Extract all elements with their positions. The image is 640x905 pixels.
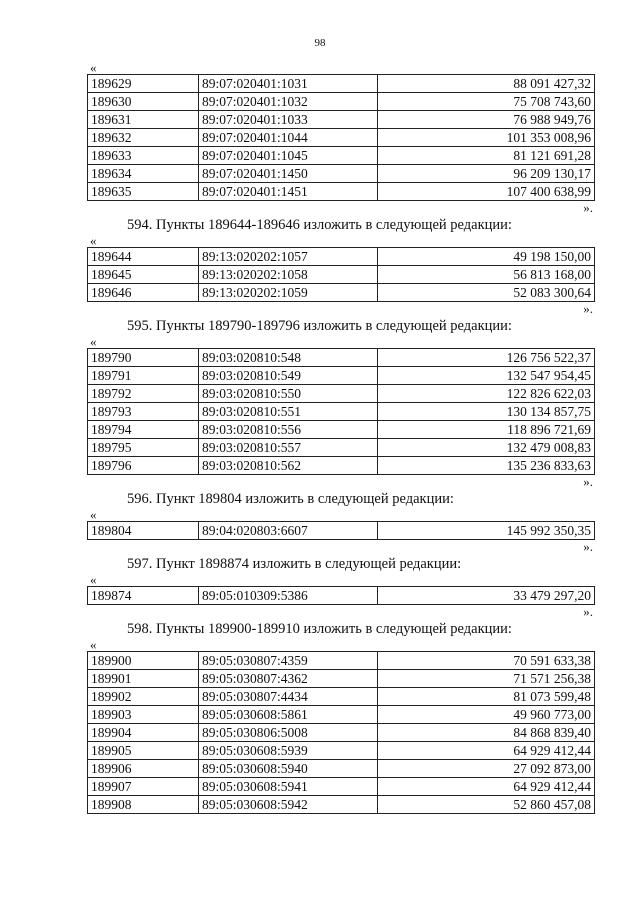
table-row: [88, 266, 595, 284]
amendment-section: [87, 489, 595, 553]
item-number-cell: 189630: [88, 93, 199, 111]
cadastral-table: [87, 247, 595, 302]
cadastral-number-cell: 89:05:030806:5008: [199, 724, 378, 742]
table-row: [88, 147, 595, 165]
value-cell: 70 591 633,38: [378, 652, 595, 670]
cadastral-number-cell: 89:07:020401:1044: [199, 129, 378, 147]
cadastral-number-cell: 89:03:020810:556: [199, 421, 378, 439]
value-cell: 132 547 954,45: [378, 367, 595, 385]
value-cell: 81 121 691,28: [378, 147, 595, 165]
value-cell: 64 929 412,44: [378, 778, 595, 796]
table-row: [88, 284, 595, 302]
item-number-cell: 189907: [88, 778, 199, 796]
cadastral-number-cell: 89:07:020401:1033: [199, 111, 378, 129]
page-number: 98: [314, 37, 326, 49]
item-number-cell: 189874: [88, 587, 199, 605]
cadastral-number-cell: 89:03:020810:550: [199, 385, 378, 403]
cadastral-table: [87, 348, 595, 475]
closing-quote: ».: [583, 200, 593, 215]
cadastral-number-cell: 89:07:020401:1032: [199, 93, 378, 111]
section-heading: 594. Пункты 189644-189646 изложить в следующей редакции:: [127, 217, 512, 233]
opening-quote: «: [90, 233, 97, 248]
item-number-cell: 189904: [88, 724, 199, 742]
item-number-cell: 189901: [88, 670, 199, 688]
amendment-section: [87, 215, 595, 315]
item-number-cell: 189903: [88, 706, 199, 724]
cadastral-number-cell: 89:13:020202:1058: [199, 266, 378, 284]
table-row: [88, 93, 595, 111]
table-row: [88, 457, 595, 475]
cadastral-number-cell: 89:13:020202:1059: [199, 284, 378, 302]
value-cell: 27 092 873,00: [378, 760, 595, 778]
closing-quote: ».: [583, 539, 593, 554]
cadastral-number-cell: 89:13:020202:1057: [199, 248, 378, 266]
table-row: [88, 724, 595, 742]
value-cell: 130 134 857,75: [378, 403, 595, 421]
cadastral-number-cell: 89:03:020810:557: [199, 439, 378, 457]
table-row: [88, 670, 595, 688]
table-row: [88, 129, 595, 147]
item-number-cell: 189646: [88, 284, 199, 302]
cadastral-number-cell: 89:05:030807:4362: [199, 670, 378, 688]
item-number-cell: 189629: [88, 75, 199, 93]
value-cell: 76 988 949,76: [378, 111, 595, 129]
value-cell: 71 571 256,38: [378, 670, 595, 688]
value-cell: 145 992 350,35: [378, 522, 595, 540]
value-cell: 96 209 130,17: [378, 165, 595, 183]
table-row: [88, 706, 595, 724]
cadastral-number-cell: 89:07:020401:1031: [199, 75, 378, 93]
table-row: [88, 439, 595, 457]
cadastral-table: [87, 521, 595, 540]
table-row: [88, 248, 595, 266]
section-heading: 598. Пункты 189900-189910 изложить в следующей редакции:: [127, 621, 512, 637]
item-number-cell: 189908: [88, 796, 199, 814]
item-number-cell: 189795: [88, 439, 199, 457]
table-row: [88, 688, 595, 706]
value-cell: 122 826 622,03: [378, 385, 595, 403]
value-cell: 107 400 638,99: [378, 183, 595, 201]
cadastral-number-cell: 89:03:020810:548: [199, 349, 378, 367]
item-number-cell: 189791: [88, 367, 199, 385]
cadastral-table: [87, 74, 595, 201]
table-row: [88, 367, 595, 385]
table-row: [88, 403, 595, 421]
item-number-cell: 189804: [88, 522, 199, 540]
cadastral-number-cell: 89:03:020810:562: [199, 457, 378, 475]
item-number-cell: 189644: [88, 248, 199, 266]
value-cell: 33 479 297,20: [378, 587, 595, 605]
value-cell: 75 708 743,60: [378, 93, 595, 111]
cadastral-number-cell: 89:05:030608:5942: [199, 796, 378, 814]
item-number-cell: 189906: [88, 760, 199, 778]
value-cell: 56 813 168,00: [378, 266, 595, 284]
cadastral-number-cell: 89:07:020401:1450: [199, 165, 378, 183]
item-number-cell: 189793: [88, 403, 199, 421]
table-row: [88, 111, 595, 129]
closing-quote: ».: [583, 474, 593, 489]
cadastral-number-cell: 89:05:030807:4434: [199, 688, 378, 706]
cadastral-number-cell: 89:05:030608:5861: [199, 706, 378, 724]
opening-quote: «: [90, 60, 97, 75]
item-number-cell: 189900: [88, 652, 199, 670]
table-row: [88, 385, 595, 403]
cadastral-number-cell: 89:07:020401:1045: [199, 147, 378, 165]
table-row: [88, 349, 595, 367]
item-number-cell: 189634: [88, 165, 199, 183]
item-number-cell: 189633: [88, 147, 199, 165]
cadastral-number-cell: 89:05:030608:5940: [199, 760, 378, 778]
table-row: [88, 760, 595, 778]
cadastral-number-cell: 89:04:020803:6607: [199, 522, 378, 540]
cadastral-number-cell: 89:05:030807:4359: [199, 652, 378, 670]
opening-quote: «: [90, 334, 97, 349]
table-row: [88, 796, 595, 814]
table-row: [88, 75, 595, 93]
item-number-cell: 189792: [88, 385, 199, 403]
item-number-cell: 189902: [88, 688, 199, 706]
table-row: [88, 778, 595, 796]
value-cell: 132 479 008,83: [378, 439, 595, 457]
value-cell: 101 353 008,96: [378, 129, 595, 147]
table-row: [88, 165, 595, 183]
value-cell: 52 083 300,64: [378, 284, 595, 302]
value-cell: 135 236 833,63: [378, 457, 595, 475]
item-number-cell: 189796: [88, 457, 199, 475]
value-cell: 88 091 427,32: [378, 75, 595, 93]
value-cell: 64 929 412,44: [378, 742, 595, 760]
value-cell: 84 868 839,40: [378, 724, 595, 742]
amendment-section: [87, 619, 595, 814]
closing-quote: ».: [583, 604, 593, 619]
opening-quote: «: [90, 507, 97, 522]
cadastral-table: [87, 586, 595, 605]
cadastral-table: [87, 651, 595, 814]
opening-quote: «: [90, 637, 97, 652]
value-cell: 81 073 599,48: [378, 688, 595, 706]
value-cell: 126 756 522,37: [378, 349, 595, 367]
cadastral-number-cell: 89:03:020810:549: [199, 367, 378, 385]
table-row: [88, 742, 595, 760]
item-number-cell: 189905: [88, 742, 199, 760]
item-number-cell: 189790: [88, 349, 199, 367]
table-row: [88, 652, 595, 670]
closing-quote: ».: [583, 301, 593, 316]
cadastral-number-cell: 89:03:020810:551: [199, 403, 378, 421]
value-cell: 52 860 457,08: [378, 796, 595, 814]
cadastral-number-cell: 89:05:010309:5386: [199, 587, 378, 605]
amendment-section: [87, 62, 595, 214]
cadastral-number-cell: 89:05:030608:5939: [199, 742, 378, 760]
section-heading: 597. Пункт 1898874 изложить в следующей редакции:: [127, 556, 462, 572]
cadastral-number-cell: 89:05:030608:5941: [199, 778, 378, 796]
item-number-cell: 189794: [88, 421, 199, 439]
item-number-cell: 189631: [88, 111, 199, 129]
table-row: [88, 522, 595, 540]
table-row: [88, 421, 595, 439]
value-cell: 118 896 721,69: [378, 421, 595, 439]
cadastral-number-cell: 89:07:020401:1451: [199, 183, 378, 201]
item-number-cell: 189635: [88, 183, 199, 201]
item-number-cell: 189645: [88, 266, 199, 284]
table-row: [88, 587, 595, 605]
table-row: [88, 183, 595, 201]
item-number-cell: 189632: [88, 129, 199, 147]
amendment-section: [87, 316, 595, 488]
document-body: [87, 62, 595, 814]
value-cell: 49 198 150,00: [378, 248, 595, 266]
amendment-section: [87, 554, 595, 618]
section-heading: 596. Пункт 189804 изложить в следующей редакции:: [127, 491, 454, 507]
value-cell: 49 960 773,00: [378, 706, 595, 724]
opening-quote: «: [90, 572, 97, 587]
section-heading: 595. Пункты 189790-189796 изложить в следующей редакции:: [127, 318, 512, 334]
